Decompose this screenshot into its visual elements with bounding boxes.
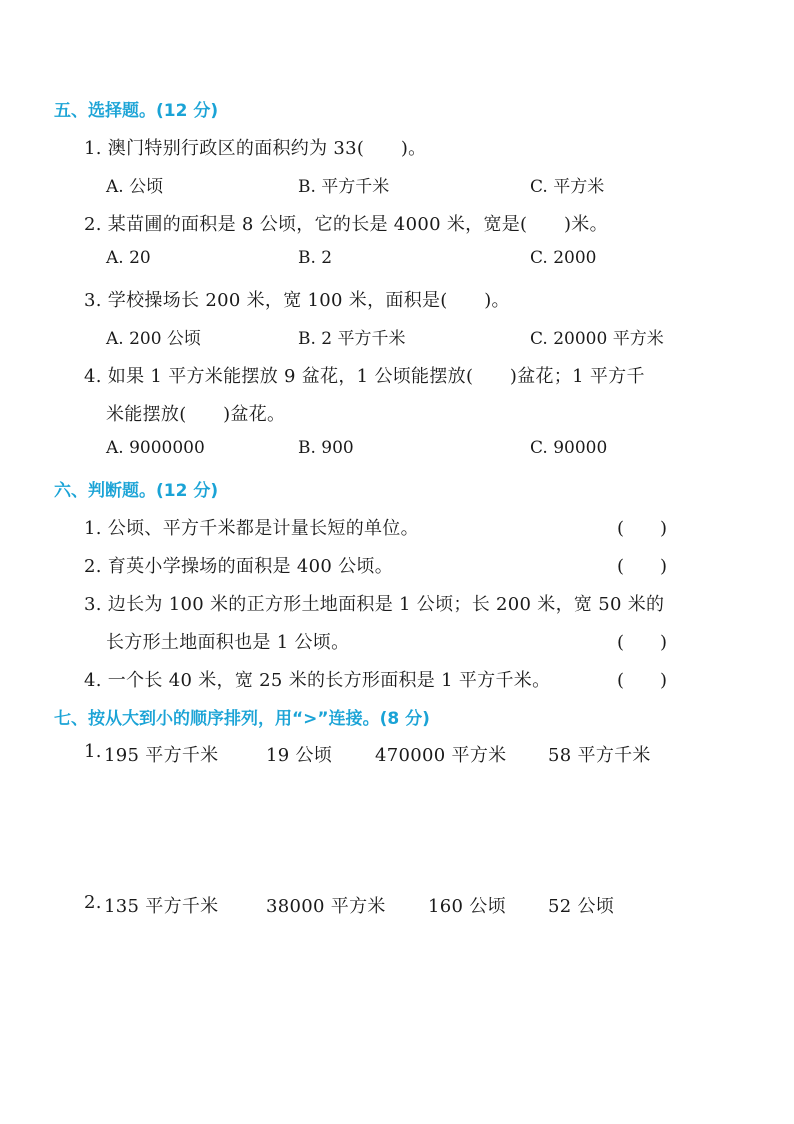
section-title-ordering: 七、按从大到小的顺序排列，用“>”连接。(8 分) bbox=[54, 709, 430, 729]
section-title-true-false: 六、判断题。(12 分) bbox=[54, 481, 219, 501]
answer-paren-6-3: ( ) bbox=[617, 632, 668, 653]
question-6-2: 2. 育英小学操场的面积是 400 公顷。 bbox=[84, 556, 393, 577]
section-title-multiple-choice: 五、选择题。(12 分) bbox=[54, 101, 219, 121]
question-5-4-line2: 米能摆放( )盆花。 bbox=[106, 404, 286, 425]
question-7-1-item-3: 470000 平方米 bbox=[375, 745, 507, 766]
question-5-3: 3. 学校操场长 200 米，宽 100 米，面积是( )。 bbox=[84, 290, 510, 311]
question-6-4: 4. 一个长 40 米，宽 25 米的长方形面积是 1 平方千米。 bbox=[84, 670, 551, 691]
question-7-2-item-1: 135 平方千米 bbox=[104, 896, 219, 917]
question-5-2: 2. 某苗圃的面积是 8 公顷，它的长是 4000 米，宽是( )米。 bbox=[84, 214, 608, 235]
question-7-2-number: 2. bbox=[84, 892, 102, 913]
question-7-1-item-2: 19 公顷 bbox=[266, 745, 333, 766]
option-5-3-c: C. 20000 平方米 bbox=[530, 329, 664, 349]
option-5-1-b: B. 平方千米 bbox=[298, 177, 390, 197]
answer-paren-6-1: ( ) bbox=[617, 518, 668, 539]
answer-paren-6-2: ( ) bbox=[617, 556, 668, 577]
question-5-4-line1: 4. 如果 1 平方米能摆放 9 盆花，1 公顷能摆放( )盆花；1 平方千 bbox=[84, 366, 645, 387]
question-7-1-number: 1. bbox=[84, 741, 102, 762]
option-5-4-c: C. 90000 bbox=[530, 438, 608, 458]
question-7-2-item-2: 38000 平方米 bbox=[266, 896, 386, 917]
question-6-3-line1: 3. 边长为 100 米的正方形土地面积是 1 公顷；长 200 米，宽 50 米的 bbox=[84, 594, 665, 615]
question-6-3-line2: 长方形土地面积也是 1 公顷。 bbox=[106, 632, 350, 653]
question-7-2-item-3: 160 公顷 bbox=[428, 896, 506, 917]
option-5-2-a: A. 20 bbox=[106, 248, 151, 268]
question-6-1: 1. 公顷、平方千米都是计量长短的单位。 bbox=[84, 518, 419, 539]
question-5-1: 1. 澳门特别行政区的面积约为 33( )。 bbox=[84, 138, 427, 159]
option-5-4-b: B. 900 bbox=[298, 438, 354, 458]
option-5-2-c: C. 2000 bbox=[530, 248, 597, 268]
question-7-1-item-1: 195 平方千米 bbox=[104, 745, 219, 766]
answer-paren-6-4: ( ) bbox=[617, 670, 668, 691]
option-5-1-a: A. 公顷 bbox=[106, 177, 164, 197]
option-5-1-c: C. 平方米 bbox=[530, 177, 605, 197]
option-5-4-a: A. 9000000 bbox=[106, 438, 205, 458]
option-5-3-a: A. 200 公顷 bbox=[106, 329, 201, 349]
option-5-2-b: B. 2 bbox=[298, 248, 333, 268]
question-7-1-item-4: 58 平方千米 bbox=[548, 745, 651, 766]
question-7-2-item-4: 52 公顷 bbox=[548, 896, 615, 917]
option-5-3-b: B. 2 平方千米 bbox=[298, 329, 406, 349]
